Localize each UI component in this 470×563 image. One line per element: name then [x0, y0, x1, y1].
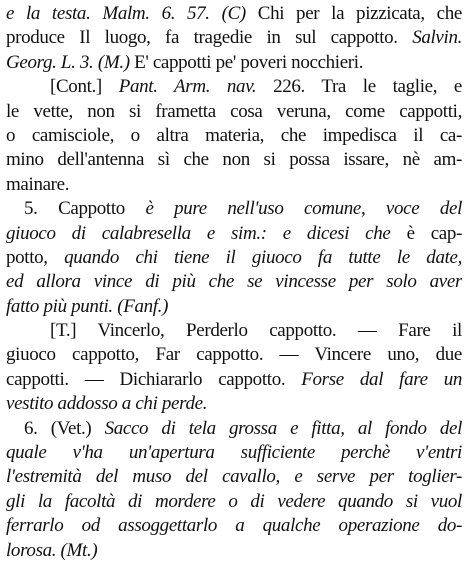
italic-text-segment: l'estremità del muso del cavallo, e serve per toglier- — [6, 466, 462, 488]
text-segment: le vette, non si frametta cosa veruna, come cappotti, — [6, 100, 462, 122]
italic-text-segment: è pure nell'uso comune, voce del — [145, 198, 462, 220]
italic-text-segment: giuoco di calabresella e sim.: e dicesi che — [6, 222, 391, 244]
italic-text-segment: Forse dal fare un — [301, 368, 462, 390]
text-segment: [T.] Vincerlo, Perderlo cappotto. — Fare il — [50, 320, 462, 342]
italic-text-segment: Sacco di tela grossa e fitta, al fondo del — [104, 417, 462, 439]
text-line — [6, 417, 462, 441]
text-segment: produce Il luogo, fa tragedie in sul cappotto. — [6, 27, 413, 49]
text-line — [6, 514, 462, 538]
italic-text-segment: e la testa. Malm. 6. 57. (C) — [6, 3, 246, 24]
text-segment: 5. Cappotto — [24, 198, 146, 220]
italic-text-segment: Pant. Arm. nav. — [118, 76, 257, 98]
text-line — [6, 465, 462, 489]
italic-text-segment: quale v'ha un'apertura sufficiente perchè v'entri — [6, 442, 462, 464]
text-segment: cappotti. — Dichiararlo cappotto. — [6, 368, 302, 390]
italic-text-segment: gli la facoltà di mordere o di vedere quando si vuol — [6, 490, 462, 512]
text-segment: [Cont.] — [50, 76, 119, 98]
text-segment: giuoco cappotto, Far cappotto. — Vincere uno, due — [6, 344, 462, 366]
italic-text-segment: vestito addosso a chi perde. — [6, 393, 208, 415]
italic-text-segment: ed allora vince di più che se vincesse per solo aver — [6, 271, 462, 293]
text-segment: è cap- — [390, 222, 462, 244]
text-line — [6, 222, 462, 246]
text-line — [6, 26, 462, 50]
text-line — [6, 539, 462, 563]
text-segment: mino dell'antenna sì che non si possa issare, nè am- — [6, 149, 462, 171]
text-line — [6, 124, 462, 148]
text-segment: E' cappotti pe' poveri nocchieri. — [129, 51, 364, 73]
italic-text-segment: lorosa. (Mt.) — [6, 539, 98, 561]
text-line — [6, 295, 462, 319]
text-segment: potto, — [6, 246, 65, 268]
text-segment: 6. (Vet.) — [24, 417, 105, 439]
text-line — [6, 441, 462, 465]
text-line — [6, 246, 462, 270]
text-line — [6, 319, 462, 343]
text-line — [6, 368, 462, 392]
text-line — [6, 392, 462, 416]
text-line — [6, 197, 462, 221]
text-line — [6, 173, 462, 197]
text-segment: mainare. — [6, 173, 70, 195]
text-line — [6, 148, 462, 172]
text-segment: 226. Tra le taglie, e — [256, 76, 462, 98]
italic-text-segment: Salvin. — [412, 27, 462, 49]
italic-text-segment: ferrarlo od assoggettarlo a qualche operazione do- — [6, 515, 462, 537]
text-segment: o camisciole, o altra materia, che impedisca il ca- — [6, 124, 462, 146]
italic-text-segment: fatto più punti. (Fanf.) — [6, 295, 169, 317]
italic-text-segment: Georg. L. 3. (M.) — [6, 51, 130, 73]
text-line — [6, 51, 462, 75]
text-line — [6, 2, 462, 26]
italic-text-segment: quando chi tiene il giuoco fa tutte le date, — [64, 246, 462, 268]
text-segment: Chi per la pizzicata, che — [245, 3, 462, 24]
text-line — [6, 75, 462, 99]
text-line — [6, 270, 462, 294]
text-line — [6, 100, 462, 124]
text-line — [6, 343, 462, 367]
text-line — [6, 490, 462, 514]
